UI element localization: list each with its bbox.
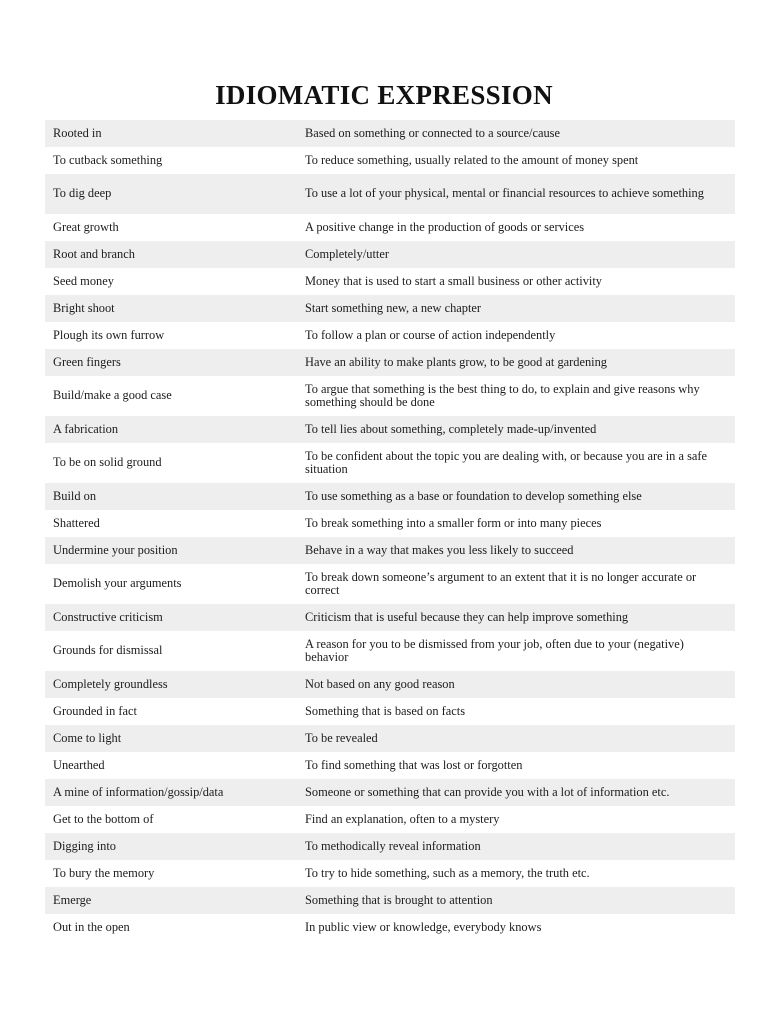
idiom-term: Constructive criticism (53, 609, 163, 624)
table-row (45, 174, 735, 214)
table-row (45, 483, 735, 510)
table-row (45, 779, 735, 806)
idiom-definition: Something that is based on facts (305, 703, 466, 718)
table-row (45, 376, 735, 416)
idiom-term: Digging into (53, 838, 116, 853)
idiom-definition: Behave in a way that makes you less likely to succeed (305, 542, 574, 557)
table-row (45, 631, 735, 671)
table-row (45, 752, 735, 779)
table-row (45, 604, 735, 631)
table-row (45, 120, 735, 147)
idiom-term: Unearthed (53, 757, 105, 772)
idiom-term: Come to light (53, 730, 122, 745)
idiom-term: To be on solid ground (53, 455, 162, 470)
idiom-term: Plough its own furrow (53, 327, 165, 342)
table-row (45, 443, 735, 483)
table-row (45, 914, 735, 941)
idiom-term: Bright shoot (53, 300, 115, 315)
idiom-term: Completely groundless (53, 676, 168, 691)
table-row (45, 510, 735, 537)
idiom-definition: To be confident about the topic you are dealing with, or because you are in a safe situation (305, 448, 708, 476)
table-row (45, 860, 735, 887)
idiom-definition: To use something as a base or foundation to develop something else (305, 488, 642, 503)
idiom-definition: To argue that something is the best thing to do, to explain and give reasons why something should be done (305, 381, 700, 409)
table-row (45, 268, 735, 295)
idiom-definition: A positive change in the production of goods or services (305, 219, 585, 234)
idiom-definition: In public view or knowledge, everybody knows (305, 919, 542, 934)
idiom-definition: Completely/utter (305, 246, 389, 261)
idiom-definition: Money that is used to start a small business or other activity (305, 273, 602, 288)
idiom-term: Get to the bottom of (53, 811, 154, 826)
idiom-definition: To break something into a smaller form or into many pieces (305, 515, 602, 530)
idiom-definition: Based on something or connected to a source/cause (305, 125, 560, 140)
idiom-definition: To find something that was lost or forgotten (305, 757, 523, 772)
idiom-term: Great growth (53, 219, 119, 234)
idiom-definition: A reason for you to be dismissed from your job, often due to your (negative) behavior (305, 636, 684, 664)
idiom-definition: To be revealed (305, 730, 378, 745)
idiom-definition: To break down someone’s argument to an extent that it is no longer accurate or correct (305, 569, 697, 597)
table-row (45, 806, 735, 833)
table-row (45, 241, 735, 268)
idiom-definition: Someone or something that can provide you with a lot of information etc. (305, 784, 670, 799)
idiom-term: Root and branch (53, 246, 135, 261)
idiom-term: To cutback something (53, 152, 163, 167)
idiom-table (45, 120, 735, 941)
idiom-term: Build on (53, 488, 97, 503)
idiom-definition: To reduce something, usually related to the amount of money spent (305, 152, 639, 167)
idiom-term: Demolish your arguments (53, 576, 182, 591)
table-row (45, 416, 735, 443)
idiom-definition: To tell lies about something, completely made-up/invented (305, 421, 597, 436)
idiom-term: Grounded in fact (53, 703, 137, 718)
table-row (45, 725, 735, 752)
table-row (45, 147, 735, 174)
idiom-term: Build/make a good case (53, 388, 172, 403)
idiom-definition: Something that is brought to attention (305, 892, 493, 907)
idiom-term: Shattered (53, 515, 100, 530)
table-row (45, 671, 735, 698)
idiom-definition: Criticism that is useful because they can help improve something (305, 609, 629, 624)
idiom-definition: Find an explanation, often to a mystery (305, 811, 500, 826)
table-row (45, 322, 735, 349)
idiom-term: Undermine your position (53, 542, 178, 557)
idiom-term: Emerge (53, 892, 92, 907)
idiom-term: Grounds for dismissal (53, 643, 163, 658)
table-row (45, 698, 735, 725)
table-row (45, 887, 735, 914)
table-row (45, 564, 735, 604)
idiom-term: A fabrication (53, 421, 119, 436)
idiom-definition: To follow a plan or course of action independently (305, 327, 556, 342)
table-row (45, 833, 735, 860)
idiom-definition: To methodically reveal information (305, 838, 481, 853)
idiom-term: Green fingers (53, 354, 121, 369)
idiom-term: To dig deep (53, 186, 112, 201)
idiom-term: Rooted in (53, 125, 102, 140)
idiom-term: Seed money (53, 273, 114, 288)
table-row (45, 295, 735, 322)
idiom-definition: Not based on any good reason (305, 676, 455, 691)
idiom-definition: To try to hide something, such as a memory, the truth etc. (305, 865, 590, 880)
idiom-definition: Start something new, a new chapter (305, 300, 482, 315)
idiom-term: Out in the open (53, 919, 130, 934)
page-title: IDIOMATIC EXPRESSION (215, 80, 553, 110)
table-row (45, 537, 735, 564)
idiom-term: To bury the memory (53, 865, 155, 880)
table-row (45, 349, 735, 376)
idiom-definition: Have an ability to make plants grow, to be good at gardening (305, 354, 607, 369)
table-row (45, 214, 735, 241)
idiom-definition: To use a lot of your physical, mental or financial resources to achieve something (305, 186, 704, 201)
idiom-table-body (45, 120, 735, 941)
idiom-term: A mine of information/gossip/data (53, 784, 224, 799)
